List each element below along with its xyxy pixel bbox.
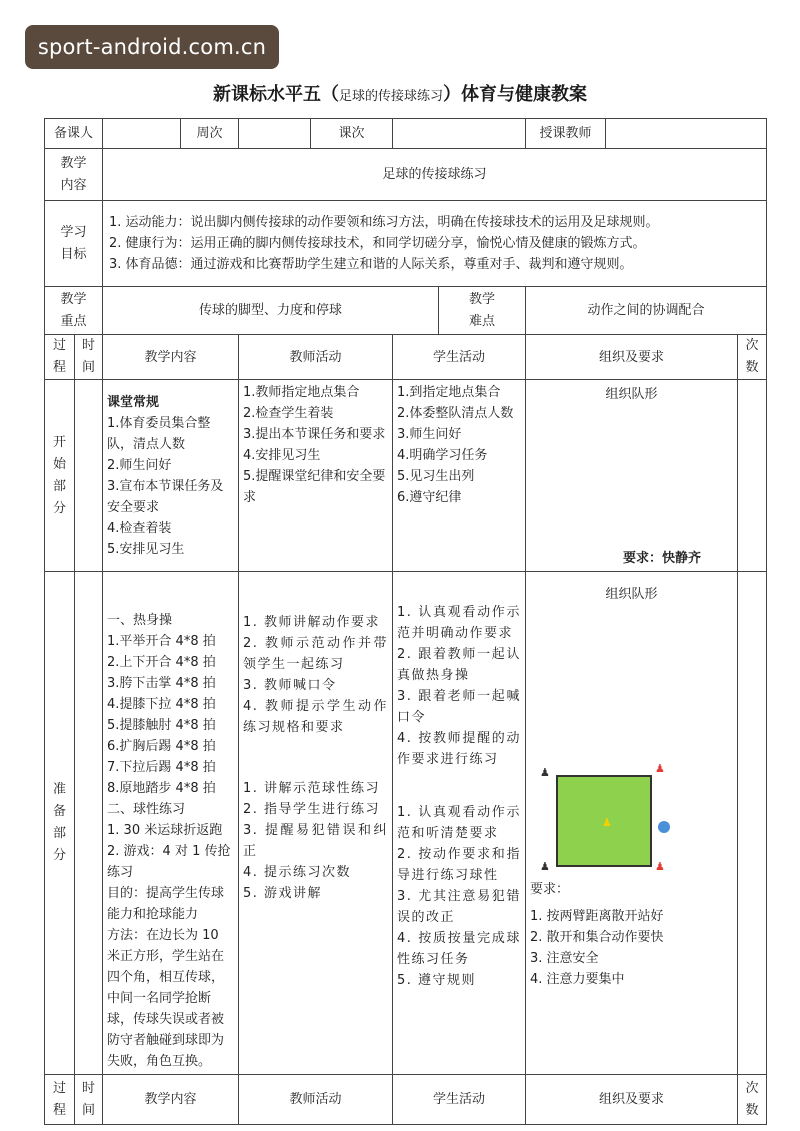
title-main-right: ）体育与健康教案: [443, 84, 587, 105]
start-org-title: 组织队形: [605, 387, 658, 402]
key-points-row: [45, 287, 767, 335]
col-teacher: 教师活动: [239, 335, 393, 380]
prep-org-requirements: 1. 按两臂距离散开站好 2. 散开和集合动作要快 3. 注意安全 4. 注意力要集中: [530, 909, 664, 987]
title-subject: 足球的传接球练习: [338, 89, 443, 104]
start-section-row: [45, 380, 767, 572]
col-student: 学生活动: [393, 335, 526, 380]
prep-section-label: 准 备 部 分: [45, 572, 75, 1075]
prep-org-req-label: 要求：: [530, 882, 570, 897]
prep-teacher-label: 备课人: [45, 119, 103, 149]
prep-teacher-activities-1: 1. 教师讲解动作要求 2. 教师示范动作并带领学生一起练习 3. 教师喊口令 4. 教师提示学生动作练习规格和要求: [243, 615, 389, 735]
difficult-point-label: 教学 难点: [439, 287, 526, 335]
player-icon: ♟: [655, 860, 665, 873]
week-label: 周次: [181, 119, 239, 149]
col-time: 时 间: [75, 335, 103, 380]
column-header-row: [45, 335, 767, 380]
header-row: [45, 119, 767, 149]
player-icon: ♟: [655, 762, 665, 775]
col-student-footer: 学生活动: [393, 1075, 526, 1125]
prep-student-activities-2: 1. 认真观看动作示范和听清楚要求 2. 按动作要求和指导进行练习球性 3. 尤其注意易犯错误的改正 4. 按质按量完成球性练习任务 5. 遵守规则: [397, 805, 522, 988]
player-icon: ♟: [540, 860, 550, 873]
prep-content-list: 一、热身操 1.平举开合 4*8 拍 2.上下开合 4*8 拍 3.胯下击掌 4*8 拍 4.提膝下拉 4*8 拍 5.提膝触肘 4*8 拍 6.扩胸后踢 4*8 拍 7.下拉后踢 4*8 拍 8.原地踏步 4*8 拍 二、球性练习 1. 30 米运球折返跑 2. 游戏：4 对 1 传抢练习 目的：提高学生传球能力和抢球能力 方法：在边长为 10 米正方形，学生站在四个角，相互传球，中间一名同学抢断球，传球失误或者被防守者触碰到球即为失败，角色互换。: [103, 572, 239, 1075]
lesson-plan-table: [44, 118, 767, 1125]
lesson-no-value[interactable]: [393, 119, 526, 149]
prep-org-cell: [526, 572, 738, 1075]
content-value: 足球的传接球练习: [103, 149, 767, 201]
objective-item: 1. 运动能力：说出脚内侧传接球的动作要领和练习方法，明确在传接球技术的运用及足球规则。: [109, 215, 659, 230]
start-content-list: 1.体育委员集合整队，清点人数 2.师生问好 3.宣布本节课任务及安全要求 4.检查着装 5.安排见习生: [107, 415, 224, 557]
prep-times-cell: [738, 572, 767, 1075]
title-main-left: 新课标水平五（: [212, 84, 339, 105]
objectives-list: [103, 201, 767, 287]
col-teacher-footer: 教师活动: [239, 1075, 393, 1125]
start-teacher-activities: 1.教师指定地点集合 2.检查学生着装 3.提出本节课任务和要求 4.安排见习生 5.提醒课堂纪律和安全要求: [239, 380, 393, 572]
col-process-footer: 过 程: [45, 1075, 75, 1125]
defender-icon: ♟: [602, 816, 612, 829]
col-times: 次 数: [738, 335, 767, 380]
prep-student-cell: [393, 572, 526, 1075]
week-value[interactable]: [239, 119, 311, 149]
content-row: [45, 149, 767, 201]
column-footer-row: [45, 1075, 767, 1125]
site-watermark: sport-android.com.cn: [25, 25, 279, 69]
objectives-label: 学习 目标: [45, 201, 103, 287]
col-time-footer: 时 间: [75, 1075, 103, 1125]
page-title: [0, 80, 800, 106]
prep-org-title: 组织队形: [605, 587, 658, 602]
prep-time-cell: [75, 572, 103, 1075]
start-org-cell: [526, 380, 738, 572]
col-org: 组织及要求: [526, 335, 738, 380]
prep-teacher-cell: [239, 572, 393, 1075]
prep-teacher-activities-2: 1. 讲解示范球性练习 2. 指导学生进行练习 3. 提醒易犯错误和纠正 4. 提示练习次数 5. 游戏讲解: [243, 781, 389, 901]
teacher-value[interactable]: [606, 119, 767, 149]
prep-student-activities-1: 1. 认真观看动作示范并明确动作要求 2. 跟着教师一起认真做热身操 3. 跟着老师一起喊口令 4. 按教师提醒的动作要求进行练习: [397, 605, 522, 767]
formation-diagram: [530, 761, 716, 879]
player-icon: ♟: [540, 766, 550, 779]
start-org-requirement: 要求：快静齐: [623, 551, 702, 566]
prep-teacher-value[interactable]: [103, 119, 181, 149]
col-content: 教学内容: [103, 335, 239, 380]
col-content-footer: 教学内容: [103, 1075, 239, 1125]
lesson-no-label: 课次: [311, 119, 393, 149]
start-times-cell: [738, 380, 767, 572]
key-point-label: 教学 重点: [45, 287, 103, 335]
start-section-label: 开 始 部 分: [45, 380, 75, 572]
start-content-heading: 课堂常规: [107, 394, 160, 410]
content-label: 教学 内容: [45, 149, 103, 201]
key-point-value: 传球的脚型、力度和停球: [103, 287, 439, 335]
col-times-footer: 次 数: [738, 1075, 767, 1125]
start-content-cell: [103, 380, 239, 572]
prep-section-row: [45, 572, 767, 1075]
objective-item: 3. 体育品德：通过游戏和比赛帮助学生建立和谐的人际关系，尊重对手、裁判和遵守规则。: [109, 257, 633, 272]
col-org-footer: 组织及要求: [526, 1075, 738, 1125]
teacher-label: 授课教师: [526, 119, 606, 149]
objective-item: 2. 健康行为：运用正确的脚内侧传接球技术，和同学切磋分享，愉悦心情及健康的锻炼方式。: [109, 236, 646, 251]
objectives-row: [45, 201, 767, 287]
difficult-point-value: 动作之间的协调配合: [526, 287, 767, 335]
col-process: 过 程: [45, 335, 75, 380]
start-student-activities: 1.到指定地点集合 2.体委整队清点人数 3.师生问好 4.明确学习任务 5.见习生出列 6.遵守纪律: [393, 380, 526, 572]
ball-icon: [658, 821, 670, 833]
start-time-cell: [75, 380, 103, 572]
